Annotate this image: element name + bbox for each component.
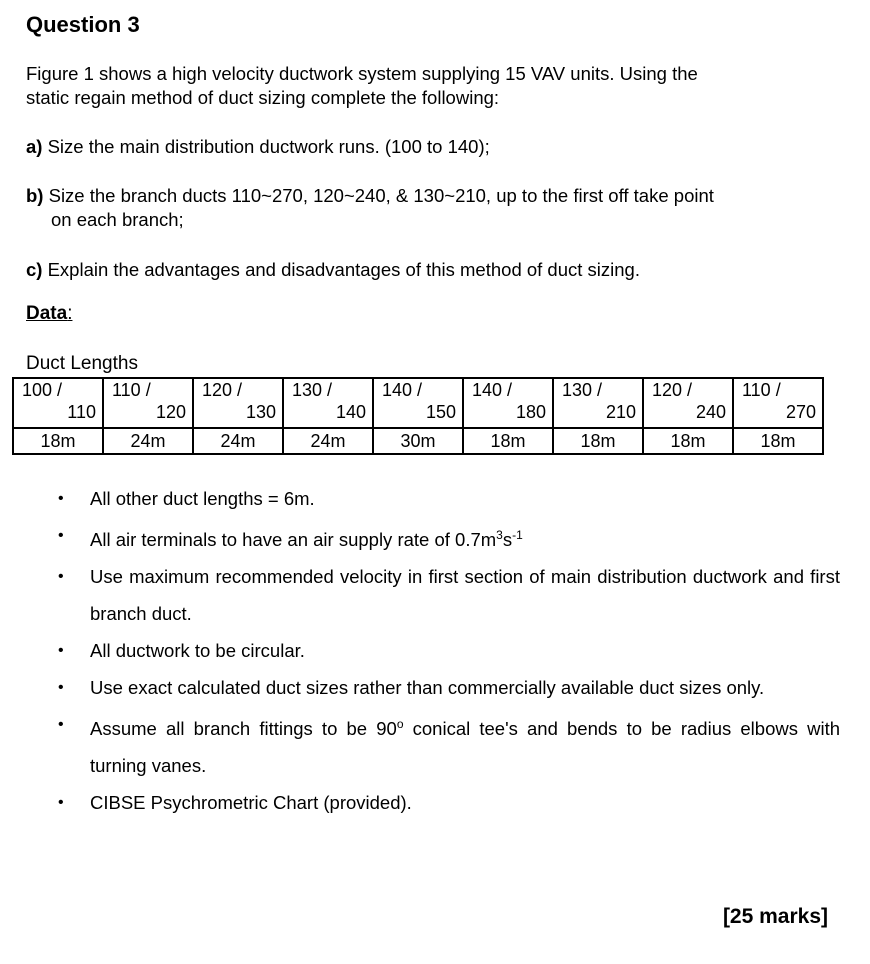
list-item (50, 706, 840, 784)
bullet-icon: • (58, 716, 64, 734)
intro-paragraph (26, 62, 836, 110)
bullet-icon: • (58, 568, 64, 586)
bullet-text: CIBSE Psychrometric Chart (provided). (90, 792, 412, 814)
duct-from: 140 / (382, 380, 423, 400)
duct-name-cell (373, 378, 463, 428)
duct-to: 130 (245, 402, 276, 422)
bullet-icon: • (58, 679, 64, 697)
part-c-text: Explain the advantages and disadvantages of this method of duct sizing. (47, 259, 640, 280)
bullet-text: conical tee's and bends to be radius elbows with turning vanes. (90, 718, 841, 777)
duct-length-cell: 24m (103, 428, 193, 454)
duct-from: 110 / (112, 380, 151, 400)
duct-to: 240 (695, 402, 726, 422)
duct-from: 120 / (652, 380, 693, 400)
duct-name-cell (13, 378, 103, 428)
bullet-icon: • (58, 642, 64, 660)
duct-to: 270 (785, 402, 816, 422)
duct-length-cell: 24m (193, 428, 283, 454)
part-b (26, 184, 836, 232)
duct-length-cell: 18m (553, 428, 643, 454)
duct-from: 140 / (472, 380, 513, 400)
part-b-label: b) (26, 185, 44, 206)
data-heading-colon: : (67, 303, 73, 324)
duct-length-cell: 18m (733, 428, 823, 454)
bullet-text: Use maximum recommended velocity in first section of main distribution ductwork and first branch duct. (90, 566, 840, 625)
duct-from: 110 / (742, 380, 781, 400)
duct-name-cell (733, 378, 823, 428)
list-item (50, 517, 840, 558)
part-b-text-line-2: on each branch; (51, 209, 184, 230)
duct-length-cell: 30m (373, 428, 463, 454)
bullet-icon: • (58, 490, 64, 507)
degree-superscript: o (396, 717, 404, 732)
part-c-label: c) (26, 259, 43, 280)
duct-from: 120 / (202, 380, 243, 400)
list-item (50, 558, 840, 632)
duct-name-cell (283, 378, 373, 428)
question-title: Question 3 (26, 12, 140, 37)
bullet-text: Use exact calculated duct sizes rather than commercially available duct sizes only. (90, 677, 765, 699)
duct-to: 120 (155, 402, 186, 422)
duct-to: 140 (335, 402, 366, 422)
duct-names-row (13, 378, 823, 428)
duct-length-cell: 18m (643, 428, 733, 454)
duct-to: 180 (515, 402, 546, 422)
duct-from: 100 / (22, 380, 63, 400)
bullet-text: All ductwork to be circular. (90, 640, 305, 662)
part-a-label: a) (26, 136, 43, 157)
intro-line-2: static regain method of duct sizing complete the following: (26, 87, 500, 108)
data-heading (26, 303, 72, 325)
duct-name-cell (103, 378, 193, 428)
bullet-text: All air terminals to have an air supply rate of 0.7m (90, 529, 497, 551)
data-bullet-list (50, 480, 840, 821)
superscript: 3 (496, 528, 503, 542)
duct-lengths-table (12, 377, 824, 455)
duct-length-cell: 24m (283, 428, 373, 454)
duct-lengths-title: Duct Lengths (26, 353, 138, 374)
bullet-icon: • (58, 794, 64, 812)
duct-name-cell (193, 378, 283, 428)
part-a (26, 135, 836, 159)
part-a-text: Size the main distribution ductwork runs. (100 to 140); (47, 136, 490, 157)
list-item (50, 632, 840, 669)
duct-name-cell (643, 378, 733, 428)
duct-length-cell: 18m (463, 428, 553, 454)
duct-to: 210 (605, 402, 636, 422)
intro-line-1: Figure 1 shows a high velocity ductwork system supplying 15 VAV units. Using the (26, 63, 698, 84)
data-heading-text: Data (26, 303, 68, 324)
duct-from: 130 / (562, 380, 603, 400)
duct-from: 130 / (292, 380, 333, 400)
marks-label: [25 marks] (722, 905, 828, 928)
list-item (50, 784, 840, 821)
bullet-text: Assume all branch fittings to be 90 (90, 718, 397, 740)
duct-to: 150 (425, 402, 456, 422)
duct-to: 110 (67, 402, 96, 422)
list-item (50, 480, 840, 517)
duct-length-cell: 18m (13, 428, 103, 454)
bullet-text: All other duct lengths = 6m. (90, 488, 315, 509)
part-c (26, 258, 836, 282)
duct-name-cell (553, 378, 643, 428)
bullet-icon: • (58, 527, 64, 544)
duct-lengths-row (13, 428, 823, 454)
duct-name-cell (463, 378, 553, 428)
bullet-text-unit: s (502, 529, 513, 551)
superscript: -1 (512, 528, 523, 542)
list-item (50, 669, 840, 706)
part-b-text-line-1: Size the branch ducts 110~270, 120~240, & 130~210, up to the first off take point (48, 185, 714, 206)
